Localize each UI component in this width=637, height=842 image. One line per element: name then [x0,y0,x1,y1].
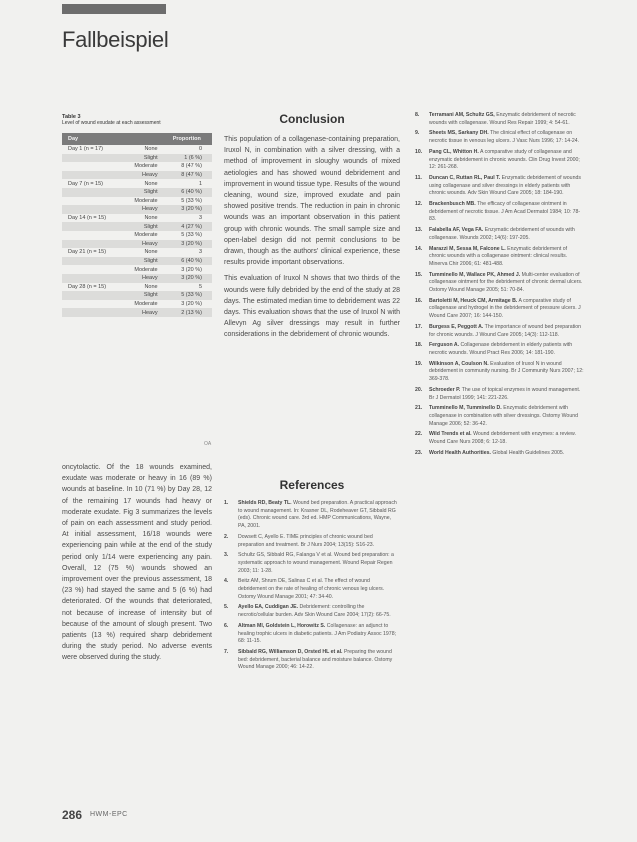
reference-authors: Terramani AM, Schultz GS, [429,112,495,118]
table-proportion-value: 3 (20 %) [162,240,212,249]
reference-number: 18. [415,342,423,349]
table-level-label: Heavy [122,171,161,180]
reference-item [415,112,585,127]
table-proportion-value: 3 (20 %) [162,274,212,283]
table-row [62,214,212,223]
reference-authors: Shields RD, Beaty TL. [238,500,292,506]
reference-text: Schultz GS, Sibbald RG, Falanga V et al. Wound bed preparation: a systematic approach to wound management. Wound Repair Regen 2003; 11: 1-28. [238,552,394,574]
table-level-label: None [144,283,158,290]
reference-text: Enzymatic debridement of wounds using collagenase and silver dressings in elderly patients with chronic wounds. Adv Skin Wound Care 2005; 18: 184-190. [429,174,581,197]
table-proportion-value: 5 (33 %) [181,232,202,239]
reference-number: 14. [415,245,423,252]
reference-authors: Falabella AF, Vega FA. [429,227,484,234]
table-level-label: None [144,249,158,256]
references-continued [415,112,585,460]
reference-authors: Pang CL, Whitton H. [429,148,479,155]
table-proportion-value: 3 [198,215,202,222]
references-list [224,500,400,672]
reference-item [415,342,585,357]
table-proportion-value: 5 (33 %) [181,197,202,204]
table-row [62,265,212,274]
table-proportion-value: 8 (47 %) [162,171,212,180]
table-row [62,222,212,231]
reference-text: Collagenase: an adjunct to healing trophic ulcers in diabetic patients. J Am Podiatry Assoc 1978; 68: 11-15. [238,622,397,645]
table-proportion-value: 5 (33 %) [162,291,212,300]
table-proportion-value: 3 (20 %) [181,266,202,273]
table-row [62,257,212,266]
reference-number: 9. [415,130,420,137]
references-section [224,478,400,675]
reference-item [224,649,400,672]
reference-item [224,623,400,646]
reference-item [224,578,400,601]
reference-authors: Duncan C, Ruttan RL, Paul T. [429,174,501,181]
table-row [62,300,212,309]
references-list [415,112,585,457]
exudate-table [62,133,212,317]
reference-authors: Sibbald RG, Williamson D, Orsted HL et al. [238,648,343,655]
table-level-label: Moderate [134,266,158,273]
reference-number: 8. [415,112,420,118]
reference-authors: Wild Trends et al. [429,431,472,438]
table-level-label: Heavy [122,274,161,283]
reference-authors: Tumminello M, Tumminello D. [429,405,502,412]
left-paragraph: oncytolactic. Of the 18 wounds examined, exudate was moderate or heavy in 16 (89 %) wounds at baseline. In 10 (71 %) by Day 28, 12 of the remaining 17 wounds had heavy or moderate exudate. Fig 3 summarizes the levels of pain on each assessment and study period. At initial assessment, 16/18 wounds were experiencing pain while at the end of the study period only 1/14 were experiencing any pain. Overall, 12 (75 %) wounds showed an improvement over the previous assessment, 18 (23 %) had stayed the same and 5 (6 %) had deteriorated. Of the wounds that deteriorated, not because of increase of intensity but of because of the amount of slough present. Two patients (13 %) required sharp debridement during the study period. No adverse events were observed during the study. [62,464,212,662]
publication-name: HWM-EPC [90,811,128,818]
table-row [62,145,212,154]
reference-number: 2. [224,533,229,540]
reference-item [224,552,400,575]
reference-number: 15. [415,271,423,278]
table-level-label: Slight [122,257,161,266]
table-level-label: Moderate [134,163,158,170]
reference-item [415,450,585,458]
table-header-day: Day [62,133,122,145]
reference-number: 21. [415,405,423,412]
table-level-label: Moderate [134,232,158,239]
reference-item [224,500,400,531]
reference-number: 16. [415,297,423,304]
table-proportion-value: 1 (6 %) [162,154,212,163]
reference-item [415,272,585,295]
reference-item [224,604,400,619]
reference-number: 6. [224,622,229,629]
reference-number: 10. [415,148,423,155]
table-level-label: Heavy [122,205,161,214]
table-caption-label: Table 3 [62,114,81,120]
reference-authors: Ferguson A. [429,342,460,349]
reference-authors: Marazzi M, Sessa M, Falcone L. [429,245,506,252]
table-day-label: Day 21 (n = 15) [68,249,107,256]
reference-item [415,175,585,198]
table-header-proportion: Proportion [162,133,212,145]
references-heading: References [279,478,345,492]
table-row [62,308,212,317]
reference-text: The clinical effect of collagenase on necrotic tissue in venous leg ulcers. J Vasc Nurs 1996; 17: 14-24. [429,130,580,145]
reference-number: 23. [415,449,423,456]
table-proportion-value: 3 [198,249,202,256]
reference-item [224,534,400,549]
table-day-label: Day 14 (n = 15) [68,215,107,222]
conclusion-heading: Conclusion [279,112,345,126]
reference-text: Multi-center evaluation of collagenase ointment for the debridement of chronic dermal ulcers. Ostomy Wound Manage 2005; 51: 70-84. [429,271,583,294]
reference-item [415,201,585,224]
reference-number: 17. [415,323,423,330]
reference-item [415,246,585,269]
reference-item [415,227,585,242]
reference-authors: Burgess E, Peggott A. [429,323,484,330]
table-day-label: Day 7 (n = 15) [68,180,104,187]
table-row [62,283,212,292]
reference-item [415,130,585,145]
table-header-row [62,133,212,145]
table-level-label: Moderate [134,197,158,204]
reference-text: The efficacy of collagenase ointment in debridement of necrotic tissue. J Am Acad Dermatol 1984; 10: 78-83. [429,201,581,223]
reference-authors: Ayello EA, Cuddigan JE. [238,604,299,611]
reference-text: Enzymatic debridement of chronic wounds with a collagenase ointment: clinical results. Minerva Chir 2006; 61: 481-488. [429,245,568,267]
reference-number: 4. [224,578,229,585]
table-level-label: Moderate [134,300,158,307]
table-level-label: Slight [122,154,161,163]
table-level-label: None [144,180,158,187]
reference-number: 11. [415,174,422,181]
table-caption [62,114,212,126]
reference-text: A comparative study of collagenase and enzymatic debridement in chronic wounds. Clin Drug Invest 2000; 12: 261-268. [429,148,580,171]
table-proportion-value: 2 (13 %) [162,308,212,317]
reference-text: The use of topical enzymes in wound management. Br J Dermatol 1999; 141: 221-226. [429,386,581,401]
table-level-label: None [144,146,158,153]
reference-authors: Tumminello M, Wallace PK, Ahmed J. [429,271,521,278]
table-row [62,274,212,283]
reference-text: Wound bed preparation. A practical approach to wound management. In: Krasner DL, Rodeheaver GT, Sibbald RG (eds). Chronic wound care. 3rd ed. HMP Communications, Wayne, PA, 2001. [238,500,397,530]
reference-text: A comparative study of collagenase and hydrogel in the debridement of pressure ulcers. J Wound Care 2007; 16: 144-150. [429,297,581,320]
reference-number: 19. [415,360,423,367]
table-row [62,162,212,171]
reference-text: Global Health Guidelines 2005. [492,449,565,456]
table-proportion-value: 6 (40 %) [162,188,212,197]
reference-number: 20. [415,386,423,393]
table-proportion-value: 0 [198,146,202,153]
reference-number: 3. [224,552,229,559]
table-level-label: Slight [122,188,161,197]
reference-number: 7. [224,648,229,655]
reference-text: Wound debridement with enzymes: a review. Wound Care Nurs 2008; 6: 12-18. [429,431,576,446]
reference-authors: World Health Authorities. [429,449,491,456]
table-level-label: Heavy [122,240,161,249]
table-day-label: Day 28 (n = 15) [68,283,107,290]
reference-item [415,324,585,339]
table-row [62,231,212,240]
table-proportion-value: 6 (40 %) [162,257,212,266]
table-proportion-value: 3 (20 %) [181,300,202,307]
reference-authors: Bartoletti M, Heuck CM, Armitage B. [429,297,518,304]
reference-authors: Sheets MS, Sarkany DH. [429,130,489,137]
table-day-label: Day 1 (n = 17) [68,146,104,153]
section-header-bar [62,4,166,14]
table-row [62,205,212,214]
reference-item [415,405,585,428]
reference-number: 13. [415,227,423,234]
reference-text: Evaluation of Iruxol N in wound debridement in community nursing. Br J Community Nurs 2007; 12: 369-378. [429,360,584,383]
conclusion-paragraph: This evaluation of Iruxol N shows that two thirds of the wounds were fully debrided by the end of the study at 28 days. The estimated median time to debridement was 22 days. This evaluation shows that the use of Iruxol N with Allevyn Ag silver dressings may result in further considerations in the debridement of chronic wounds. [224,275,400,339]
table-level-label: Slight [122,291,161,300]
table-proportion-value: 4 (27 %) [162,222,212,231]
page-title: Fallbeispiel [62,27,169,52]
table-row [62,179,212,188]
table-row [62,154,212,163]
reference-text: Enzymatic debridement of wounds with collagenase. Wounds 2002; 14(6): 197-205. [429,227,575,241]
reference-authors: Brackenbusch MB. [429,201,476,208]
table-proportion-value: 5 [198,283,202,290]
conclusion-paragraph: This population of a collagenase-containing preparation, Iruxol N, in combination with a silver dressing, with a method of improvement in sloughy wounds of mixed aetiologies and has showed wound debridement and improvement in wound tissue type. Results of the wound cleaning, wound size, improved exudate and pain showed positive trends. The reduction in pain in chronic wounds was an important observation in this patient group with chronic wounds. The small sample size and open-label design did not permit conclusions to be drawn, though as the authors' clinical experience, these results provide important observations. [224,136,400,267]
reference-text: The importance of wound bed preparation for chronic wounds. J Wound Care 2005; 14(3): 112-118. [429,323,581,338]
reference-number: 5. [224,604,229,611]
table-level-label: Slight [122,222,161,231]
reference-authors: Schroeder P. [429,386,461,393]
reference-item [415,361,585,384]
reference-text: Enzymatic debridement of necrotic wounds with collagenase. Wound Res Repair 1999; 4: 54-61. [429,112,576,126]
reference-number: 1. [224,500,229,506]
table-row [62,188,212,197]
left-column-text [62,462,212,669]
table-level-label: Heavy [122,308,161,317]
table-proportion-value: 1 [198,180,202,187]
table-proportion-value: 3 (20 %) [162,205,212,214]
figure-marker: OA [204,441,212,447]
table-row [62,248,212,257]
table-row [62,197,212,206]
table-row [62,171,212,180]
table-row [62,240,212,249]
reference-text: Debridement: controlling the necrotic/cellular burden. Adv Skin Wound Care 2004; 17(2): 66-75. [238,604,391,619]
reference-item [415,149,585,172]
reference-authors: Altman MI, Goldstein L, Horowitz S. [238,622,326,629]
table-caption-text: Level of wound exudate at each assessment [62,120,161,126]
reference-authors: Wilkinson A, Coulson N. [429,360,489,367]
reference-item [415,431,585,446]
page-number: 286 [62,808,83,822]
reference-text: Dowsett C, Ayello E. TIME principles of chronic wound bed preparation and treatment. Br J Nurs 2004; 13(15): S16-23. [238,533,375,548]
table-row [62,291,212,300]
reference-text: Preparing the wound bed: debridement, bacterial balance and moisture balance. Ostomy Wound Manage 2000; 46: 14-22. [238,648,393,671]
reference-text: Beitz AM, Shrum DE, Salinas C et al. The effect of wound debridement on the rate of healing of chronic venous leg ulcers. Ostomy Wound Manage 2001; 47: 34-40. [238,578,385,600]
reference-number: 22. [415,431,423,438]
reference-item [415,387,585,402]
table-proportion-value: 8 (47 %) [181,163,202,170]
reference-text: Enzymatic debridement with collagenase in combination with silver dressings. Ostomy Wound Manage 2006; 52: 36-42. [429,405,578,427]
table-level-label: None [144,215,158,222]
reference-text: Collagenase debridement in elderly patients with necrotic wounds. Wound Pract Res 2006; 14: 181-190. [429,342,573,356]
reference-item [415,298,585,321]
reference-number: 12. [415,201,423,208]
conclusion-section [224,112,400,346]
